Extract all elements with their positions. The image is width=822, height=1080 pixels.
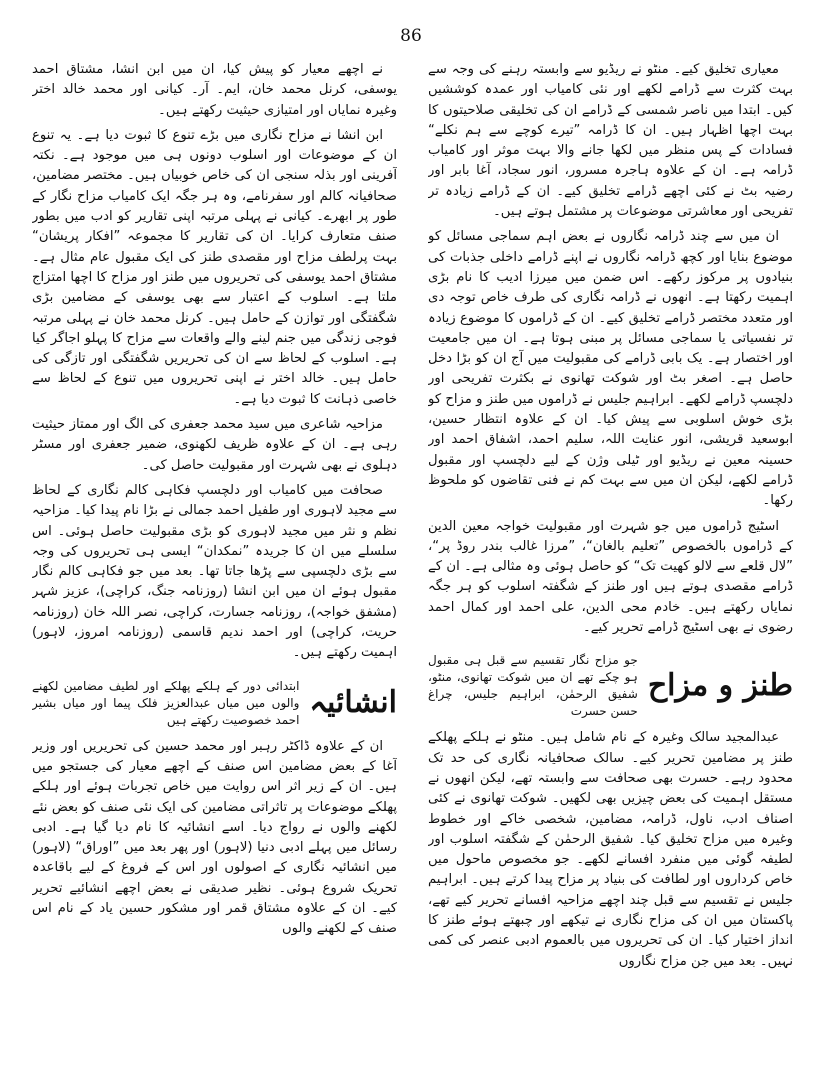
page-number: 86 [400,26,422,46]
section-heading-tanz-o-mizah [428,652,793,720]
right-column [428,60,793,1070]
paragraph: نے اچھے معیار کو پیش کیا، ان میں ابن انشا، مشتاق احمد یوسفی، کرنل محمد خان، ایم۔ آر۔ کیانی اور محمد خالد اختر وغیرہ نمایاں اور امتیازی حیثیت رکھتے ہیں۔ [32,62,397,118]
paragraph: ابن انشا نے مزاح نگاری میں بڑے تنوع کا ثبوت دیا ہے۔ یہ تنوع ان کے موضوعات اور اسلوب دونوں ہی میں موجود ہے۔ نکتہ آفرینی اور بذلہ سنجی ان کی خاص خوبیاں ہیں۔ مختصر مضامین، صحافیانہ کالم اور سفرنامے، وہ ہر جگہ ایک کامیاب مزاح نگار کے طور پر ابھرے۔ کیانی نے پہلی مرتبہ اپنی تقاریر کو ادب میں بطور صنف متعارف کرایا۔ ان کی تقاریر کا مجموعہ ”افکار پریشان“ بہت پرلطف مزاح اور مقصدی طنز کی ایک مقبول عام مثال ہے۔ مشتاق احمد یوسفی کی تحریروں میں طنز اور مزاح کا اچھا امتزاج ملتا ہے۔ اسلوب کے اعتبار سے بھی یوسفی کے مضامین بڑی شگفتگی اور توازن کے حامل ہیں۔ کرنل محمد خان نے پہلی مرتبہ فوجی زندگی میں جنم لینے والے واقعات سے مزاح کا پہلو اجاگر کیا ہے۔ اسلوب کے لحاظ سے ان کی تحریریں شگفتگی اور تازگی کی حامل ہیں۔ خالد اختر نے اپنی تحریروں میں تنوع کے لحاظ سے خاصی ذہانت کا ثبوت دیا ہے۔ [32,127,397,407]
paragraph: عبدالمجید سالک وغیرہ کے نام شامل ہیں۔ منٹو نے ہلکے پھلکے طنز پر مضامین تحریر کیے۔ سالک صحافیانہ نگاری کی حد تک محدود رہے۔ حسرت بھی صحافت سے وابستہ تھے، لیکن انھوں نے مستقل اہمیت کی بعض چیزیں بھی لکھیں۔ شوکت تھانوی نے کئی اصناف ادب، ناول، ڈرامہ، مضامین، شخصی خاکے اور خطوط وغیرہ میں مزاح تخلیق کیا۔ شفیق الرحمٰن کے شگفتہ اسلوب اور لطیفہ گوئی میں منفرد افسانے لکھے۔ جو مخصوص ماحول میں خاص کرداروں اور لطافت کی بنیاد پر مزاح پیدا کرتے ہیں۔ ابراہیم جلیس نے تقسیم سے قبل چند اچھے مزاحیہ افسانے تحریر کیے تھے، پاکستان میں ان کی مزاح نگاری نے تیکھے اور چبھتے ہوئے طنز کا انداز اختیار کیا۔ ان کی تحریروں میں بالعموم ادبی عنصر کی کمی نہیں۔ بعد میں جن مزاح نگاروں [428,730,793,969]
section-title: طنز و مزاح [647,668,793,704]
paragraph: ان میں سے چند ڈرامہ نگاروں نے بعض اہم سماجی مسائل کو موضوع بنایا اور کچھ ڈرامہ نگاروں نے اپنے ڈرامے داخلی جذبات کی بنیادوں پر مرکوز رکھے۔ اس ضمن میں میرزا ادیب کا نام بڑی اہمیت رکھتا ہے۔ انھوں نے ڈرامہ نگاری کی طرف خاص توجہ دی اور متعدد مختصر ڈرامے تخلیق کیے۔ ان کے ڈراموں کا موضوع زیادہ تر نفسیاتی یا سماجی مسائل پر مبنی ہوتا ہے۔ ان میں جامعیت اور اختصار ہے۔ یک بابی ڈرامے کی مقبولیت میں آج ان کو بڑا دخل حاصل ہے۔ اصغر بٹ اور شوکت تھانوی نے بکثرت تفریحی اور دلچسپ ڈرامے لکھے۔ ابراہیم جلیس نے ڈراموں میں طنز و مزاح کو بڑی خوش اسلوبی سے پیش کیا۔ ان کے علاوہ انتظار حسین، ابوسعید قریشی، انور عنایت اللہ، سلیم احمد، اشفاق احمد اور حسینہ معین نے ریڈیو اور ٹیلی وژن کے لیے دلچسپ اور مقبول ڈرامے لکھے، لیکن ان میں سے بہت کم نے فنی تقاضوں کو ملحوظ رکھا۔ [428,229,793,509]
paragraph: مزاحیہ شاعری میں سید محمد جعفری کی الگ اور ممتاز حیثیت رہی ہے۔ ان کے علاوہ ظریف لکھنوی، ضمیر جعفری اور مسٹر دہلوی نے بھی شہرت اور مقبولیت حاصل کی۔ [32,417,397,473]
paragraph: اسٹیج ڈراموں میں جو شہرت اور مقبولیت خواجہ معین الدین کے ڈراموں بالخصوص ”تعلیم بالغان“، ”مرزا غالب بندر روڈ پر“، ”لال قلعے سے لالو کھیت تک“ کو حاصل ہوئی وہ مثالی ہے۔ ان کے ڈرامے مقصدی ہوتے ہیں اور طنز کے شگفتہ اسلوب کو ہر جگہ نمایاں رکھتے ہیں۔ خادم محی الدین، علی احمد اور کمال احمد رضوی نے بھی اسٹیج ڈرامے تحریر کیے۔ [428,518,793,636]
paragraph: ان کے علاوہ ڈاکٹر رہبر اور محمد حسین کی تحریریں اور وزیر آغا کے بعض مضامین اس صنف کے اچھے معیار کی جستجو میں ہیں۔ ان کے زیر اثر اس روایت میں خاص تجربات ہوئے اور ہلکے پھلکے موضوعات پر تاثراتی مضامین کی ایک نئی صنف کو بعض نئے لکھنے والوں نے رواج دیا۔ اسے انشائیہ کا نام دیا گیا ہے۔ ادبی رسائل میں پہلے ادبی دنیا (لاہور) اور پھر بعد میں ”اوراق“ (لاہور) میں انشائیہ نگاری کے اصولوں اور اس کے فروغ کے لیے باقاعدہ تحریک شروع ہوئی۔ نظیر صدیقی نے بعض اچھے انشائیے تحریر کیے۔ ان کے علاوہ مشتاق قمر اور مشکور حسین یاد کے نام اس صنف کے لکھنے والوں [32,738,397,937]
section-note: جو مزاح نگار تقسیم سے قبل ہی مقبول ہو چکے تھے ان میں شوکت تھانوی، منٹو، شفیق الرحمٰن، ابراہیم جلیس، چراغ حسن حسرت [428,653,638,719]
paragraph: معیاری تخلیق کیے۔ منٹو نے ریڈیو سے وابستہ رہنے کی وجہ سے بہت کثرت سے ڈرامے لکھے اور نئی کامیاب اور عمدہ کوششیں کیں۔ ابتدا میں ناصر شمسی کے ڈرامے ان کی تخلیقی صلاحیتوں کا بہت اچھا اظہار ہیں۔ ان کا ڈرامہ ”تیرے کوچے سے ہم نکلے“ فسادات کے پس منظر میں لکھا جانے والا بہت موثر اور کامیاب ڈرامہ ہے۔ ان کے علاوہ ہاجرہ مسرور، انور سجاد، آغا بابر اور رضیہ بٹ نے کئی اچھے ڈرامے تخلیق کیے۔ ان کے ڈرامے زیادہ تر تفریحی اور معاشرتی موضوعات پر مشتمل ہوتے ہیں۔ [428,62,793,220]
paragraph: صحافت میں کامیاب اور دلچسپ فکاہی کالم نگاری کے لحاظ سے مجید لاہوری اور طفیل احمد جمالی نے بڑا نام پیدا کیا۔ مزاحیہ نظم و نثر میں مجید لاہوری کو بڑی مقبولیت حاصل ہوئی۔ اس سلسلے میں ان کا جریدہ ”نمکدان“ ایسی ہی تحریروں کی وجہ سے بڑی دلچسپی سے پڑھا جاتا تھا۔ بعد میں جو فکاہی کالم نگار مقبول ہوئے ان میں ابن انشا (روزنامہ جنگ، کراچی)، عزیز شہر (مشفق خواجہ)، روزنامہ جسارت، کراچی، نصر اللہ خان (روزنامہ حریت، کراچی) اور احمد ندیم قاسمی (روزنامہ امروز، لاہور) اہمیت رکھتے ہیں۔ [32,482,397,661]
section-title: انشائیہ [309,685,397,721]
section-heading-inshaiya [32,678,397,729]
section-note: ابتدائی دور کے ہلکے پھلکے اور لطیف مضامین لکھنے والوں میں میاں عبدالعزیز فلک پیما اور میاں بشیر احمد خصوصیت رکھتے ہیں [32,678,300,727]
left-column [32,60,397,1070]
